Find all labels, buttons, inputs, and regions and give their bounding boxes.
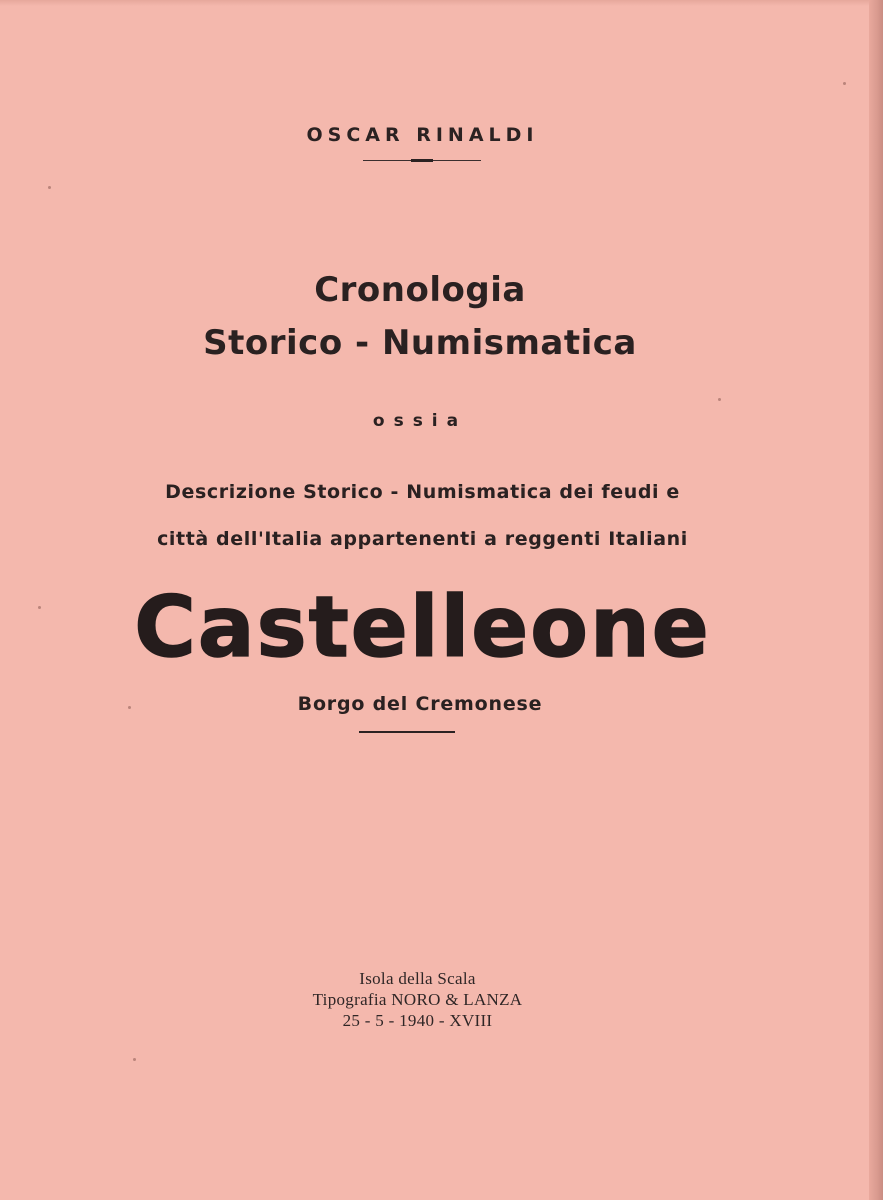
imprint-printer: Tipografia NORO & LANZA xyxy=(312,990,523,1009)
paper-speck xyxy=(718,398,721,401)
paper-top-edge xyxy=(0,0,883,6)
description-line-2: città dell'Italia appartenenti a reggenti Italiani xyxy=(157,528,688,550)
author-name: OSCAR RINALDI xyxy=(306,124,539,146)
place-title: Castelleone xyxy=(134,578,711,676)
paper-speck xyxy=(133,1058,136,1061)
paper-speck xyxy=(48,186,51,189)
author-divider xyxy=(363,160,481,161)
description-line-1: Descrizione Storico - Numismatica dei feudi e xyxy=(165,481,680,503)
imprint-date: 25 - 5 - 1940 - XVIII xyxy=(342,1011,493,1030)
title-line-1: Cronologia xyxy=(314,270,526,310)
paper-speck xyxy=(843,82,846,85)
place-subtitle: Borgo del Cremonese xyxy=(297,693,543,715)
imprint-city: Isola della Scala xyxy=(359,969,476,988)
paper-right-edge xyxy=(869,0,883,1200)
connector-word: ossia xyxy=(372,411,468,431)
title-line-2: Storico - Numismatica xyxy=(203,323,637,363)
subtitle-divider xyxy=(359,731,455,733)
author-divider-mark xyxy=(411,159,433,162)
